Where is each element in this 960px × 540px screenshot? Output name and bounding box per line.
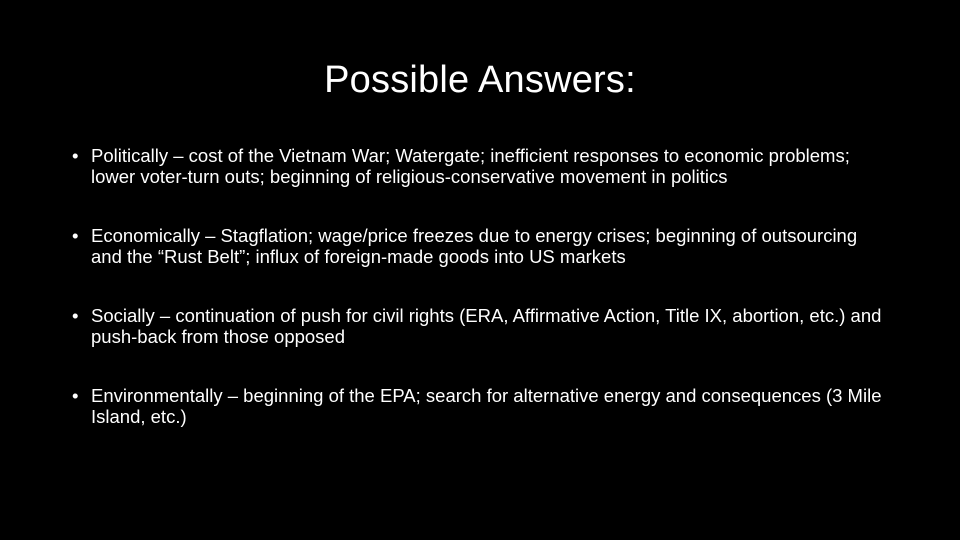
- slide-title: Possible Answers:: [324, 59, 636, 101]
- bullet-dot-icon: •: [72, 145, 79, 166]
- bullet-item-socially: [72, 306, 892, 347]
- bullet-item-environmentally: [72, 386, 892, 427]
- bullet-dot-icon: •: [72, 225, 79, 246]
- bullet-item-politically: [72, 146, 892, 187]
- bullet-dot-icon: •: [72, 385, 79, 406]
- bullet-text: Socially – continuation of push for civil rights (ERA, Affirmative Action, Title IX, abortion, etc.) and push-back from those opposed: [91, 305, 882, 347]
- bullet-item-economically: [72, 226, 892, 267]
- bullet-text: Politically – cost of the Vietnam War; Watergate; inefficient responses to economic problems; lower voter-turn outs; beginning of religious-conservative movement in politics: [91, 145, 850, 187]
- bullet-list: [72, 146, 892, 466]
- bullet-text: Environmentally – beginning of the EPA; search for alternative energy and consequences (3 Mile Island, etc.): [91, 385, 882, 427]
- bullet-text: Economically – Stagflation; wage/price freezes due to energy crises; beginning of outsourcing and the “Rust Belt”; influx of foreign-made goods into US markets: [91, 225, 858, 267]
- bullet-dot-icon: •: [72, 305, 79, 326]
